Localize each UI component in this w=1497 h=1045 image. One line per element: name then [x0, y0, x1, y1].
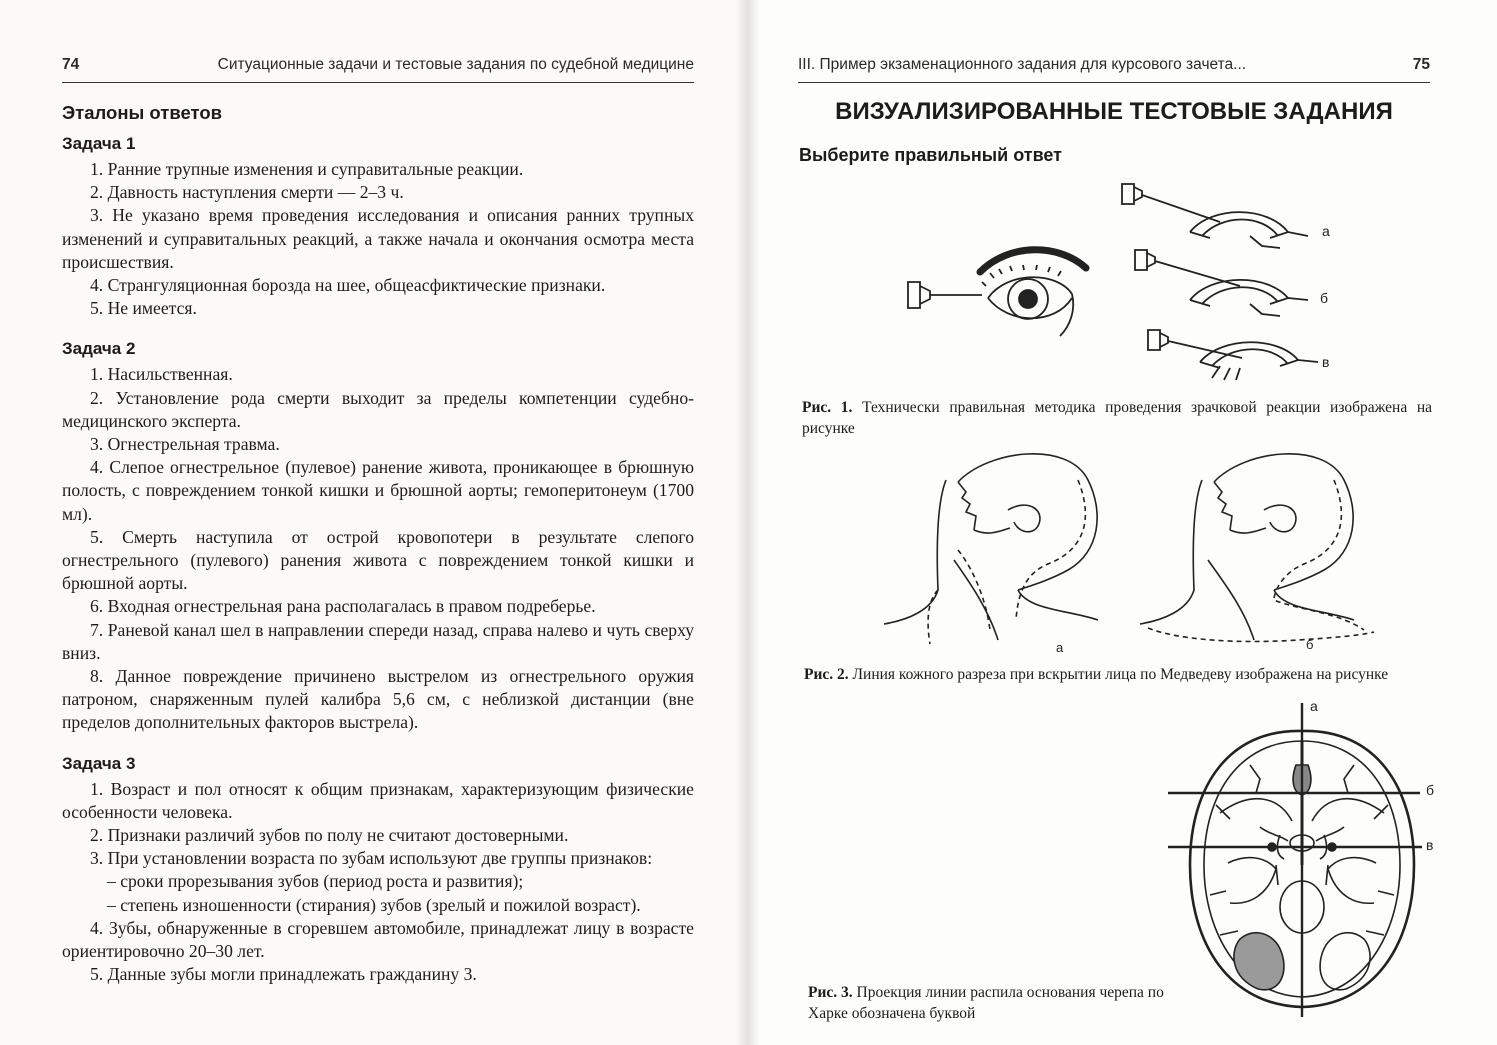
fig1-caption-number: Рис. 1. — [802, 399, 853, 416]
tests-subtitle: Выберите правильный ответ — [799, 145, 1062, 165]
flashlight-icon — [908, 282, 930, 308]
fig2-caption — [804, 664, 1434, 685]
fig3-label-c: в — [1426, 837, 1434, 853]
task2-item: 2. Установление рода смерти выходит за пределы компетенции судебно-медицинского эксперта. — [62, 387, 694, 431]
fig1-caption-text: Технически правильная методика проведения зрачковой реакции изображена на рисунке — [802, 399, 1433, 437]
tests-title: ВИЗУАЛИЗИРОВАННЫЕ ТЕСТОВЫЕ ЗАДАНИЯ — [835, 98, 1393, 125]
task2-item: 3. Огнестрельная травма. — [90, 434, 280, 455]
head-profile-b — [1140, 454, 1374, 642]
head-profile-a — [884, 454, 1098, 644]
task3-title: Задача 3 — [62, 753, 136, 773]
task1-item: 1. Ранние трупные изменения и суправитальные реакции. — [90, 159, 524, 179]
variant-a-eye-side — [1122, 184, 1308, 248]
right-running-head-text: III. Пример экзаменационного задания для курсового зачета... — [798, 56, 1247, 73]
task2-item: 6. Входная огнестрельная рана располагалась в правом подреберье. — [90, 596, 596, 617]
task2-title: Задача 2 — [62, 339, 136, 359]
fig2-caption-number: Рис. 2. — [804, 666, 849, 683]
fig2-label-b: б — [1306, 637, 1314, 652]
fig3-label-b: б — [1426, 782, 1435, 798]
fig2-label-a: а — [1056, 640, 1064, 655]
fig2-caption-text: Линия кожного разреза при вскрытии лица по Медведеву изображена на рисунке — [852, 666, 1389, 683]
fig1-caption — [802, 397, 1432, 439]
variant-b-eye-side — [1135, 250, 1308, 316]
task1-title: Задача 1 — [62, 134, 136, 153]
section-title: Эталоны ответов — [62, 102, 222, 123]
right-running-head — [798, 56, 1430, 83]
task3-item: 5. Данные зубы могли принадлежать гражданину 3. — [90, 964, 477, 985]
task2-item: 5. Смерть наступила от острой кровопотери в результате слепого огнестрельного (пулевого) ранения живота с повреждением тонкой кишки и брюшной аорты. — [62, 526, 694, 594]
fig3-caption-text: Проекция линии распила основания черепа по Харке обозначена буквой — [808, 984, 1164, 1022]
fig1-label-c: в — [1322, 354, 1330, 370]
task1-item: 5. Не имеется. — [90, 298, 197, 319]
task2-item: 1. Насильственная. — [90, 364, 233, 385]
figure-3-skull-base — [1160, 695, 1450, 1025]
figure-1-pupil-reaction — [890, 170, 1340, 385]
answers-column — [62, 98, 694, 987]
left-running-head — [62, 56, 694, 83]
task2-item: 4. Слепое огнестрельное (пулевое) ранение живота, проникающее в брюшную полость, с повреждением тонкой кишки и брюшной аорты; гемоперитонеум (1700 мл). — [62, 457, 694, 524]
task1-item: 2. Давность наступления смерти — 2–3 ч. — [90, 182, 404, 203]
fig3-caption-number: Рис. 3. — [808, 984, 853, 1001]
task3-item: 2. Признаки различий зубов по полу не считают достоверными. — [90, 825, 569, 846]
left-running-head-text: Ситуационные задачи и тестовые задания по судебной медицине — [217, 56, 694, 73]
book-gutter — [736, 0, 760, 1045]
task3-item: 1. Возраст и пол относят к общим признакам, характеризующим физические особенности человека. — [62, 778, 694, 822]
eye-icon — [980, 250, 1086, 336]
task3-item: 4. Зубы, обнаруженные в сгоревшем автомобиле, принадлежат лицу в возрасте ориентировочно 20–30 лет. — [62, 917, 694, 962]
variant-c-eye-side — [1148, 330, 1318, 380]
task2-item: 8. Данное повреждение причинено выстрелом из огнестрельного оружия патроном, снаряженным пулей калибра 5,6 см, с неблизкой дистанции (вне пределов дополнительных факторов выстрела). — [62, 666, 694, 733]
task3-subitem: – степень изношенности (стирания) зубов (зрелый и пожилой возраст). — [107, 894, 641, 915]
left-page-number: 74 — [62, 56, 80, 73]
fig1-label-a: а — [1322, 223, 1330, 239]
task3-subitem: – сроки прорезывания зубов (период роста и развития); — [107, 871, 524, 892]
task3-item: 3. При установлении возраста по зубам используют две группы признаков: — [90, 848, 653, 869]
task1-item: 3. Не указано время проведения исследования и описания ранних трупных изменений и суправитальных реакций, а также начала и окончания осмотра места происшествия. — [62, 205, 694, 272]
task2-item: 7. Раневой канал шел в направлении спереди назад, справа налево и чуть сверху вниз. — [62, 619, 694, 663]
right-page-number: 75 — [1412, 56, 1430, 73]
fig1-label-b: б — [1320, 290, 1329, 306]
figure-2-neck-incision — [878, 440, 1378, 655]
fig3-caption — [808, 982, 1168, 1024]
fig3-label-a: а — [1310, 698, 1318, 714]
task1-item: 4. Странгуляционная борозда на шее, общеасфиктические признаки. — [90, 275, 606, 296]
